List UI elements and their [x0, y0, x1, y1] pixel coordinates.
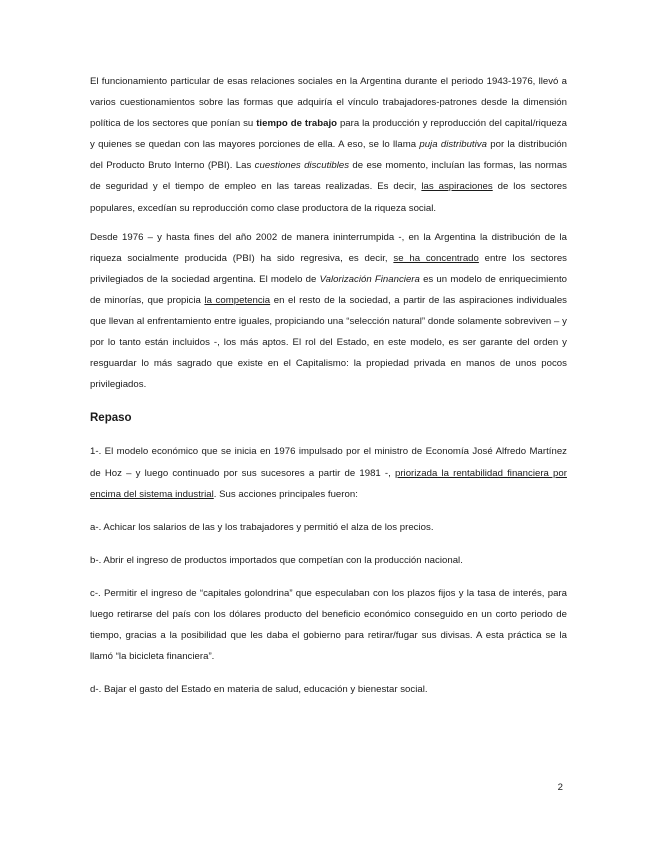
- paragraph-puja-distributiva: [90, 71, 567, 219]
- list-item-1: [90, 441, 567, 504]
- underline-la-competencia: la competencia: [204, 294, 271, 306]
- italic-puja-distributiva: puja distributiva: [419, 139, 487, 151]
- document-page: [90, 71, 567, 712]
- text-run: Desde 1976 – y hasta fines del año 2002 de manera ininterrumpida -, en la Argentina la distribución de la riqueza socialmente producida (PBI) ha sido regresiva, es decir,: [90, 231, 567, 264]
- italic-cuestiones-discutibles: cuestiones discutibles: [254, 160, 350, 172]
- list-item-b: b-. Abrir el ingreso de productos importados que competían con la producción nacional.: [90, 554, 463, 566]
- text-run: entre los sectores privilegiados de la sociedad argentina. El modelo de: [90, 252, 567, 285]
- underline-se-ha-concentrado: se ha concentrado: [393, 252, 479, 264]
- paragraph-valorizacion-financiera: [90, 227, 567, 396]
- list-item-d: d-. Bajar el gasto del Estado en materia de salud, educación y bienestar social.: [90, 684, 428, 696]
- text-run: de los sectores populares, excedían su reproducción como clase productora de la riqueza social.: [90, 181, 567, 214]
- underline-rentabilidad-financiera: priorizada la rentabilidad financiera por encima del sistema industrial: [90, 467, 567, 500]
- list-item-a: a-. Achicar los salarios de las y los trabajadores y permitió el alza de los precios.: [90, 521, 434, 533]
- text-run: 1-. El modelo económico que se inicia en 1976 impulsado por el ministro de Economía José Alfredo Martínez de Hoz – y luego continuado por sus sucesores a partir de 1981 -,: [90, 446, 567, 479]
- bold-tiempo-de-trabajo: tiempo de trabajo: [256, 118, 338, 130]
- text-run: de ese momento, incluían las formas, las normas de seguridad y el tiempo de empleo en las tareas realizadas. Es decir,: [90, 160, 567, 193]
- text-run: en el resto de la sociedad, a partir de las aspiraciones individuales que llevan al enfrentamiento entre iguales, propiciando una “selección natural” donde solamente sobreviven – y por lo tanto están incluidos -, los más aptos. El rol del Estado, en este modelo, es ser garante del orden y resguardar lo más sagrado que existe en el Capitalismo: la propiedad privada en manos de unos pocos privilegiados.: [90, 294, 567, 391]
- italic-valorizacion-financiera: Valorización Financiera: [319, 273, 420, 285]
- text-run: El funcionamiento particular de esas relaciones sociales en la Argentina durante el periodo 1943-1976, llevó a varios cuestionamientos sobre las formas que adquiría el vínculo trabajadores-patrones desde la dimensión política de los sectores que ponían su: [90, 76, 567, 130]
- section-heading-repaso: Repaso: [90, 412, 132, 425]
- text-run: por la distribución del Producto Bruto Interno (PBI). Las: [90, 139, 567, 172]
- page-number: 2: [557, 782, 563, 793]
- underline-las-aspiraciones: las aspiraciones: [421, 181, 493, 193]
- text-run: para la producción y reproducción del capital/riqueza y quienes se quedan con las mayores porciones de ella. A eso, se lo llama: [90, 118, 567, 151]
- list-item-c: c-. Permitir el ingreso de “capitales golondrina” que especulaban con los plazos fijos y la tasa de interés, para luego retirarse del país con los dólares producto del beneficio económico conseguido en un corto periodo de tiempo, gracias a la posibilidad que les daba el gobierno para retirar/fugar sus divisas. A esta práctica se la llamó “la bicicleta financiera”.: [90, 587, 567, 663]
- text-run: es un modelo de enriquecimiento de minorías, que propicia: [90, 273, 568, 306]
- text-run: . Sus acciones principales fueron:: [213, 488, 358, 500]
